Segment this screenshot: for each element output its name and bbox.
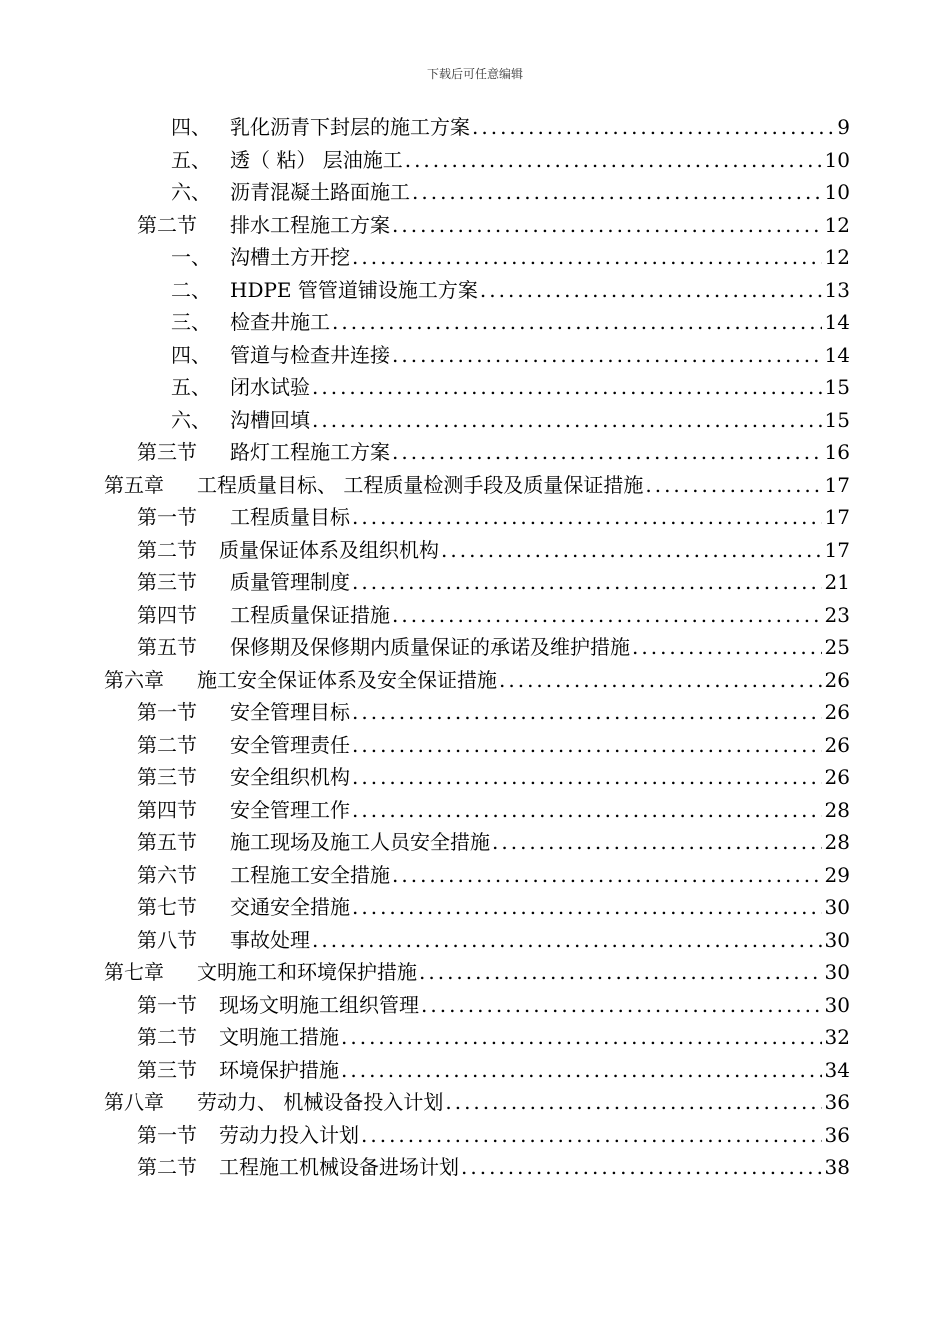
toc-entry-title: 路灯工程施工方案 <box>230 440 390 464</box>
toc-dot-leader <box>332 306 822 338</box>
toc-entry[interactable] <box>137 729 850 761</box>
toc-entry-title: 施工安全保证体系及安全保证措施 <box>197 668 497 692</box>
toc-entry-page: 32 <box>824 1025 850 1049</box>
toc-entry[interactable] <box>171 306 850 338</box>
toc-entry-number: 第四节 <box>137 798 197 822</box>
toc-entry-page: 26 <box>824 668 850 692</box>
toc-entry-number: 三、 <box>171 310 211 334</box>
toc-entry[interactable] <box>171 339 850 371</box>
toc-entry-title: 乳化沥青下封层的施工方案 <box>230 115 470 139</box>
toc-entry-page: 10 <box>824 148 850 172</box>
toc-entry-title: 安全管理工作 <box>230 798 350 822</box>
toc-entry[interactable] <box>137 501 850 533</box>
toc-dot-leader <box>341 1054 822 1086</box>
toc-entry-title: HDPE 管管道铺设施工方案 <box>230 278 478 302</box>
toc-entry-title: 沟槽回填 <box>230 408 310 432</box>
toc-entry-number: 五、 <box>171 148 211 172</box>
toc-entry-number: 第三节 <box>137 570 197 594</box>
toc-entry[interactable] <box>171 404 850 436</box>
toc-entry-page: 12 <box>824 245 850 269</box>
toc-entry-title: 沟槽土方开挖 <box>230 245 350 269</box>
toc-dot-leader <box>441 534 822 566</box>
toc-dot-leader <box>392 209 822 241</box>
toc-entry-page: 26 <box>824 765 850 789</box>
toc-entry-page: 30 <box>824 993 850 1017</box>
toc-entry-number: 四、 <box>171 115 211 139</box>
toc-entry-title: 质量管理制度 <box>230 570 350 594</box>
toc-dot-leader <box>405 144 822 176</box>
toc-entry-number: 第六节 <box>137 863 197 887</box>
toc-entry-title: 检查井施工 <box>230 310 330 334</box>
toc-entry-title: 安全管理责任 <box>230 733 350 757</box>
toc-entry-title: 工程质量保证措施 <box>230 603 390 627</box>
toc-entry-number: 第五节 <box>137 635 197 659</box>
toc-entry[interactable] <box>137 1151 850 1183</box>
toc-entry[interactable] <box>137 534 850 566</box>
toc-entry-number: 第二节 <box>137 1025 197 1049</box>
toc-entry-number: 第七章 <box>104 960 164 984</box>
toc-entry-number: 第四节 <box>137 603 197 627</box>
toc-entry-page: 14 <box>824 343 850 367</box>
toc-entry-number: 六、 <box>171 408 211 432</box>
toc-entry-page: 15 <box>824 375 850 399</box>
toc-entry-page: 36 <box>824 1123 850 1147</box>
toc-dot-leader <box>392 339 822 371</box>
toc-dot-leader <box>312 371 822 403</box>
toc-entry[interactable] <box>137 566 850 598</box>
toc-entry[interactable] <box>171 176 850 208</box>
toc-entry-title: 闭水试验 <box>230 375 310 399</box>
toc-dot-leader <box>352 241 822 273</box>
toc-dot-leader <box>392 436 822 468</box>
toc-entry-title: 管道与检查井连接 <box>230 343 390 367</box>
toc-entry[interactable] <box>137 696 850 728</box>
toc-entry-title: 现场文明施工组织管理 <box>219 993 419 1017</box>
toc-entry-title: 文明施工和环境保护措施 <box>197 960 417 984</box>
toc-entry-number: 第五章 <box>104 473 164 497</box>
toc-entry-page: 9 <box>837 115 850 139</box>
toc-dot-leader <box>352 696 822 728</box>
toc-dot-leader <box>461 1151 822 1183</box>
toc-entry-title: 排水工程施工方案 <box>230 213 390 237</box>
toc-entry[interactable] <box>137 761 850 793</box>
toc-dot-leader <box>499 664 822 696</box>
toc-entry-title: 沥青混凝土路面施工 <box>230 180 410 204</box>
toc-dot-leader <box>632 631 822 663</box>
toc-entry-number: 第三节 <box>137 440 197 464</box>
toc-dot-leader <box>419 956 822 988</box>
toc-dot-leader <box>480 274 822 306</box>
toc-entry-title: 劳动力投入计划 <box>219 1123 359 1147</box>
toc-entry[interactable] <box>104 469 850 501</box>
toc-entry-page: 29 <box>824 863 850 887</box>
toc-entry-page: 17 <box>824 473 850 497</box>
toc-entry-title: 事故处理 <box>230 928 310 952</box>
toc-dot-leader <box>352 891 822 923</box>
toc-entry-number: 一、 <box>171 245 211 269</box>
toc-entry-page: 12 <box>824 213 850 237</box>
toc-entry[interactable] <box>137 891 850 923</box>
toc-entry-page: 17 <box>824 538 850 562</box>
toc-entry-page: 28 <box>824 798 850 822</box>
toc-entry[interactable] <box>137 989 850 1021</box>
toc-entry[interactable] <box>104 664 850 696</box>
toc-entry-number: 第二节 <box>137 1155 197 1179</box>
toc-entry-number: 第六章 <box>104 668 164 692</box>
toc-dot-leader <box>392 599 822 631</box>
toc-dot-leader <box>392 859 822 891</box>
toc-entry[interactable] <box>137 631 850 663</box>
toc-entry[interactable] <box>137 436 850 468</box>
toc-dot-leader <box>445 1086 821 1118</box>
toc-entry-number: 二、 <box>171 278 211 302</box>
toc-entry-title: 工程施工机械设备进场计划 <box>219 1155 459 1179</box>
toc-entry-title: 交通安全措施 <box>230 895 350 919</box>
toc-entry-title: 质量保证体系及组织机构 <box>219 538 439 562</box>
toc-entry[interactable] <box>137 209 850 241</box>
toc-entry[interactable] <box>137 859 850 891</box>
toc-entry-page: 25 <box>824 635 850 659</box>
toc-dot-leader <box>352 501 822 533</box>
toc-entry[interactable] <box>171 371 850 403</box>
toc-dot-leader <box>412 176 822 208</box>
toc-entry-title: 劳动力、 机械设备投入计划 <box>197 1090 444 1114</box>
toc-entry-page: 26 <box>824 733 850 757</box>
toc-entry-page: 26 <box>824 700 850 724</box>
toc-entry-number: 五、 <box>171 375 211 399</box>
toc-entry[interactable] <box>137 1021 850 1053</box>
toc-dot-leader <box>352 794 822 826</box>
toc-dot-leader <box>645 469 821 501</box>
toc-entry-page: 30 <box>824 895 850 919</box>
toc-entry-page: 15 <box>824 408 850 432</box>
toc-entry-number: 第八章 <box>104 1090 164 1114</box>
toc-entry-page: 28 <box>824 830 850 854</box>
toc-entry-number: 第三节 <box>137 765 197 789</box>
toc-entry-title: 工程施工安全措施 <box>230 863 390 887</box>
toc-dot-leader <box>312 404 822 436</box>
page-header: 下载后可任意编辑 <box>426 67 523 81</box>
toc-entry[interactable] <box>104 1086 850 1118</box>
toc-entry-page: 10 <box>824 180 850 204</box>
toc-entry-title: 工程质量目标、 工程质量检测手段及质量保证措施 <box>197 473 644 497</box>
toc-entry-title: 文明施工措施 <box>219 1025 339 1049</box>
toc-entry-number: 第一节 <box>137 700 197 724</box>
toc-entry-page: 34 <box>824 1058 850 1082</box>
toc-entry-page: 16 <box>824 440 850 464</box>
toc-entry-number: 第一节 <box>137 993 197 1017</box>
toc-entry-page: 14 <box>824 310 850 334</box>
toc-entry-title: 环境保护措施 <box>219 1058 339 1082</box>
toc-entry-page: 30 <box>824 960 850 984</box>
toc-entry-title: 保修期及保修期内质量保证的承诺及维护措施 <box>230 635 630 659</box>
toc-entry-page: 38 <box>824 1155 850 1179</box>
toc-entry[interactable] <box>137 1119 850 1151</box>
toc-entry[interactable] <box>137 826 850 858</box>
toc-entry-title: 透（ 粘） 层油施工 <box>230 148 403 172</box>
toc-entry-number: 第三节 <box>137 1058 197 1082</box>
toc-entry[interactable] <box>137 1054 850 1086</box>
toc-entry[interactable] <box>171 274 850 306</box>
toc-entry-number: 第一节 <box>137 1123 197 1147</box>
toc-entry[interactable] <box>171 111 850 143</box>
toc-entry[interactable] <box>137 924 850 956</box>
toc-entry[interactable] <box>137 599 850 631</box>
toc-entry-number: 第七节 <box>137 895 197 919</box>
toc-dot-leader <box>492 826 822 858</box>
toc-dot-leader <box>472 111 834 143</box>
toc-entry-number: 六、 <box>171 180 211 204</box>
toc-dot-leader <box>421 989 822 1021</box>
toc-entry-number: 第八节 <box>137 928 197 952</box>
toc-entry-number: 第五节 <box>137 830 197 854</box>
toc-dot-leader <box>341 1021 822 1053</box>
toc-entry[interactable] <box>171 144 850 176</box>
toc-entry-page: 13 <box>824 278 850 302</box>
toc-entry-number: 第二节 <box>137 538 197 562</box>
toc-dot-leader <box>352 729 822 761</box>
toc-entry-page: 23 <box>824 603 850 627</box>
toc-entry-title: 工程质量目标 <box>230 505 350 529</box>
toc-entry-page: 17 <box>824 505 850 529</box>
toc-entry-page: 36 <box>824 1090 850 1114</box>
toc-dot-leader <box>361 1119 822 1151</box>
toc-entry-title: 安全组织机构 <box>230 765 350 789</box>
toc-entry-number: 四、 <box>171 343 211 367</box>
toc-entry-title: 施工现场及施工人员安全措施 <box>230 830 490 854</box>
toc-entry-page: 21 <box>824 570 850 594</box>
toc-dot-leader <box>352 761 822 793</box>
toc-entry-title: 安全管理目标 <box>230 700 350 724</box>
toc-entry-number: 第二节 <box>137 213 197 237</box>
toc-entry[interactable] <box>171 241 850 273</box>
toc-dot-leader <box>352 566 822 598</box>
toc-entry[interactable] <box>137 794 850 826</box>
toc-entry-number: 第二节 <box>137 733 197 757</box>
toc-dot-leader <box>312 924 822 956</box>
toc-entry-page: 30 <box>824 928 850 952</box>
toc-entry-number: 第一节 <box>137 505 197 529</box>
toc-entry[interactable] <box>104 956 850 988</box>
